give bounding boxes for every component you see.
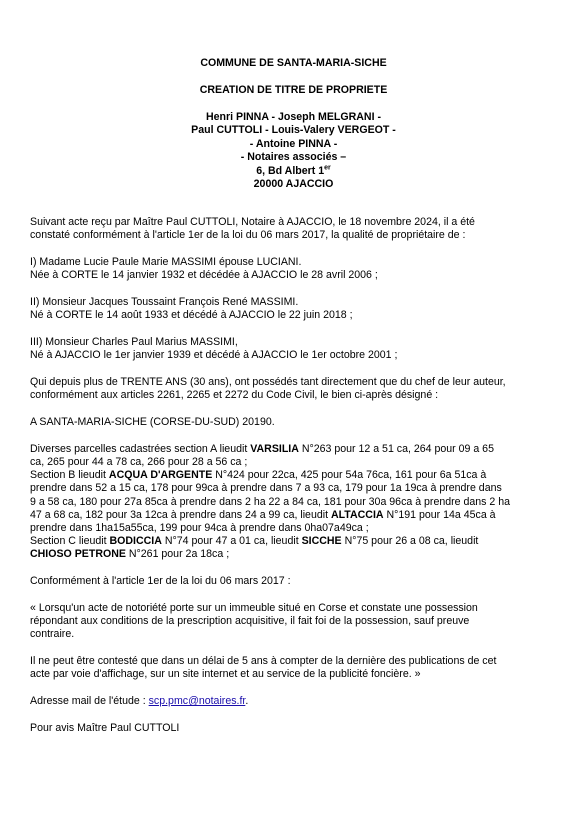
text-run: .	[245, 695, 249, 708]
text-line: Il ne peut être contesté que dans un délai de 5 ans à compter de la dernière des publications de cet	[30, 655, 497, 668]
text-run: Section C lieudit	[30, 535, 110, 548]
intro-paragraph	[30, 216, 562, 242]
text-run: N°261 pour 2a 18ca ;	[125, 548, 230, 561]
text-line: constaté conformément à l'article 1er de la loi du 06 mars 2017, la qualité de propriétaire de :	[30, 229, 466, 242]
email-paragraph	[30, 695, 562, 708]
text-line	[30, 509, 562, 522]
text-line: ca, 265 pour 44 a 78 ca, 266 pour 28 a 56 ca ;	[30, 456, 248, 468]
signature: Pour avis Maître Paul CUTTOLI	[30, 722, 180, 735]
commune-title: COMMUNE DE SANTA-MARIA-SICHE	[200, 57, 387, 69]
text-line: contraire.	[30, 628, 75, 641]
text-line	[30, 443, 562, 456]
document-title: CREATION DE TITRE DE PROPRIETE	[199, 84, 388, 96]
text-line: Qui depuis plus de TRENTE ANS (30 ans), ont possédés tant directement que du chef de leur auteur,	[30, 376, 506, 388]
quote-paragraph-1	[30, 602, 562, 642]
text-run: N°75 pour 26 a 08 ca, lieudit	[341, 535, 479, 548]
text-line	[30, 548, 562, 561]
parcels-paragraph	[30, 443, 562, 562]
lieudit-name: CHIOSO PETRONE	[30, 548, 126, 561]
address-street-text: 6, Bd Albert 1	[256, 164, 325, 177]
text-run: Section B lieudit	[30, 469, 109, 482]
notaires-line: - Antoine PINNA -	[249, 137, 338, 150]
text-run: 47 a 68 ca, 182 pour 3a 12ca à prendre dans 24 a 99 ca, lieudit	[30, 508, 331, 521]
signature-paragraph	[30, 722, 562, 735]
text-line	[30, 469, 562, 482]
conform-paragraph	[30, 575, 562, 588]
text-line: prendre dans 1ha15a55ca, 199 pour 94ca à prendre dans 0ha07a49ca ;	[30, 522, 369, 535]
text-run: N°74 pour 47 a 01 ca, lieudit	[161, 535, 302, 548]
text-line: Né à CORTE le 14 août 1933 et décédé à AJACCIO le 22 juin 2018 ;	[30, 309, 353, 322]
text-line	[30, 535, 562, 548]
owner-1	[30, 256, 562, 282]
lieudit-name: ACQUA D'ARGENTE	[108, 469, 213, 482]
text-line: « Lorsqu'un acte de notoriété porte sur un immeuble situé en Corse et constate une possession	[30, 602, 478, 615]
text-line: acte par voie d'affichage, sur un site internet et au service de la publicité foncière. »	[30, 668, 421, 681]
address-street	[0, 165, 587, 178]
lieudit-name: ALTACCIA	[330, 508, 384, 521]
text-run: N°263 pour 12 a 51 ca, 264 pour 09 a 65	[298, 442, 494, 455]
text-run: N°191 pour 14a 45ca à	[383, 508, 496, 521]
email-label: Adresse mail de l'étude :	[30, 695, 149, 708]
possession-paragraph	[30, 376, 562, 402]
address-street-sup: er	[324, 164, 331, 172]
text-run: Diverses parcelles cadastrées section A lieudit	[30, 442, 251, 455]
notaires-line: Paul CUTTOLI - Louis-Valery VERGEOT -	[191, 124, 396, 137]
text-line: 9 a 58 ca, 180 pour 27a 85ca à prendre dans 2 ha 22 a 84 ca, 181 pour 30a 96ca à prendre dans 2 ha	[30, 495, 511, 508]
quote-paragraph-2	[30, 655, 562, 681]
lieudit-name: VARSILIA	[250, 442, 299, 455]
text-line: A SANTA-MARIA-SICHE (CORSE-DU-SUD) 20190.	[30, 416, 275, 428]
text-line	[30, 695, 562, 708]
text-line: répondant aux conditions de la prescription acquisitive, il fait foi de la possession, sauf preuve	[30, 615, 470, 628]
text-line: Né à AJACCIO le 1er janvier 1939 et décédé à AJACCIO le 1er octobre 2001 ;	[30, 349, 398, 362]
location-paragraph	[30, 416, 562, 429]
text-run: N°424 pour 22ca, 425 pour 54a 76ca, 161 pour 6a 51ca à	[212, 469, 487, 482]
notaires-line: Henri PINNA - Joseph MELGRANI -	[205, 111, 381, 123]
text-line: Suivant acte reçu par Maître Paul CUTTOLI, Notaire à AJACCIO, le 18 novembre 2024, il a été	[30, 216, 475, 228]
text-line: prendre dans 52 a 15 ca, 178 pour 99ca à prendre dans 7 a 93 ca, 179 pour 1a 19ca à prendre dans	[30, 482, 502, 495]
notice-body	[30, 216, 562, 749]
address-city: 20000 AJACCIO	[253, 178, 334, 191]
lieudit-name: SICCHE	[301, 535, 342, 548]
owner-3	[30, 336, 562, 362]
text-line: Née à CORTE le 14 janvier 1932 et décédée à AJACCIO le 28 avril 2006 ;	[30, 269, 378, 282]
owner-2	[30, 296, 562, 322]
lieudit-name: BODICCIA	[109, 535, 162, 548]
text-line: conformément aux articles 2261, 2265 et 2272 du Code Civil, le bien ci-après désigné :	[30, 389, 439, 402]
email-link[interactable]: scp.pmc@notaires.fr	[148, 695, 246, 708]
text-line: Conformément à l'article 1er de la loi du 06 mars 2017 :	[30, 575, 291, 588]
text-line: I) Madame Lucie Paule Marie MASSIMI épouse LUCIANI.	[30, 256, 302, 268]
text-line: III) Monsieur Charles Paul Marius MASSIMI,	[30, 336, 238, 348]
notaires-line: - Notaires associés –	[240, 151, 347, 164]
notaires-block	[0, 111, 587, 191]
text-line: II) Monsieur Jacques Toussaint François René MASSIMI.	[30, 296, 299, 308]
